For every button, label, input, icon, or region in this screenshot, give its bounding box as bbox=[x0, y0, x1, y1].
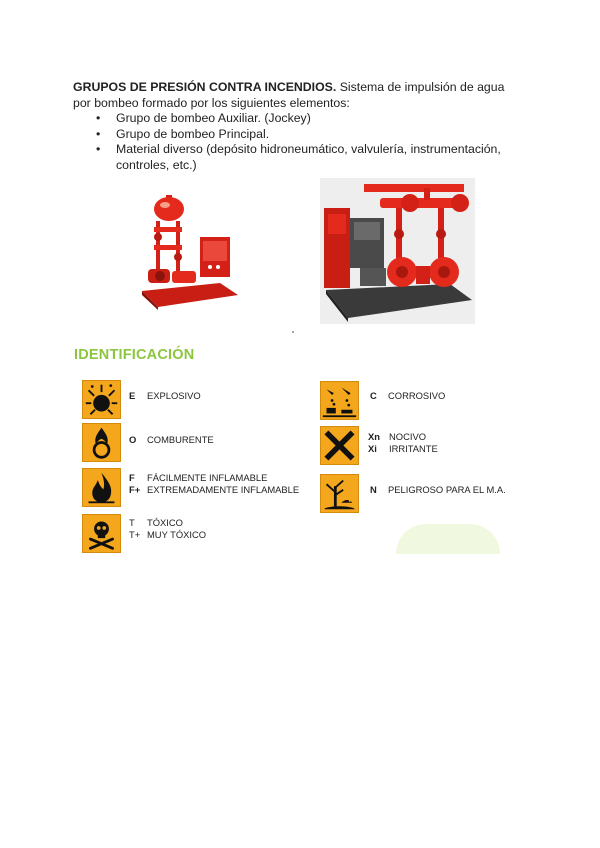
hazard-label: IRRITANTE bbox=[389, 442, 438, 454]
hazard-code: Xi bbox=[368, 442, 377, 454]
hazard-line bbox=[129, 529, 206, 541]
hazard-flammable bbox=[129, 472, 299, 495]
hazard-label: NOCIVO bbox=[389, 431, 426, 442]
hazard-line bbox=[129, 472, 299, 484]
hazard-label: TÓXICO bbox=[147, 517, 183, 528]
flammable-icon bbox=[82, 468, 121, 507]
hazard-code: N bbox=[370, 484, 377, 495]
hazard-label: MUY TÓXICO bbox=[147, 528, 207, 540]
toxic-icon bbox=[82, 514, 121, 553]
hazard-code: E bbox=[129, 390, 136, 401]
fire-pump-set-photo bbox=[138, 187, 240, 311]
list-item: • Grupo de bombeo Principal. bbox=[96, 127, 516, 143]
section-title: IDENTIFICACIÓN bbox=[74, 347, 195, 363]
intro-heading: GRUPOS DE PRESIÓN CONTRA INCENDIOS. bbox=[73, 80, 337, 94]
hazard-label: CORROSIVO bbox=[388, 390, 446, 401]
hazard-toxic bbox=[129, 517, 206, 540]
hazard-code: F+ bbox=[129, 483, 141, 495]
hazard-line bbox=[368, 431, 438, 443]
hazard-label: EXTREMADAMENTE INFLAMABLE bbox=[147, 483, 300, 495]
hazard-line bbox=[129, 517, 206, 529]
decorative-arc bbox=[396, 524, 500, 554]
hazard-line bbox=[368, 443, 438, 455]
hazard-explosive bbox=[129, 390, 201, 402]
hazard-oxidizing bbox=[129, 434, 214, 446]
hazard-label: PELIGROSO PARA EL M.A. bbox=[388, 484, 506, 495]
list-item: • Grupo de bombeo Auxiliar. (Jockey) bbox=[96, 111, 516, 127]
intro-text: Sistema de impulsión de agua por bombeo formado por los siguientes elementos: bbox=[73, 80, 505, 110]
stray-dot bbox=[292, 331, 294, 333]
oxidizing-icon bbox=[82, 423, 121, 462]
intro-paragraph bbox=[73, 80, 523, 111]
corrosive-icon bbox=[320, 381, 359, 420]
hazard-harmful bbox=[368, 431, 438, 454]
list-item: • Material diverso (depósito hidroneumático, valvulería, instrumentación, controles, etc.) bbox=[96, 142, 516, 173]
element-list bbox=[96, 111, 516, 173]
hazard-label: EXPLOSIVO bbox=[147, 390, 201, 401]
hazard-label: COMBURENTE bbox=[147, 434, 214, 445]
hazard-code: Xn bbox=[368, 431, 380, 442]
explosive-icon bbox=[82, 380, 121, 419]
main-pump-group-photo bbox=[320, 178, 475, 324]
hazard-code: F bbox=[129, 472, 135, 483]
harmful-icon bbox=[320, 426, 359, 465]
hazard-label: FÁCILMENTE INFLAMABLE bbox=[147, 472, 268, 483]
hazard-code: O bbox=[129, 434, 137, 445]
hazard-code: T+ bbox=[129, 528, 141, 540]
hazard-environment bbox=[370, 484, 506, 496]
hazard-corrosive bbox=[370, 390, 445, 402]
hazard-code: T bbox=[129, 517, 135, 528]
environment-icon bbox=[320, 474, 359, 513]
hazard-line bbox=[129, 484, 299, 496]
hazard-code: C bbox=[370, 390, 377, 401]
